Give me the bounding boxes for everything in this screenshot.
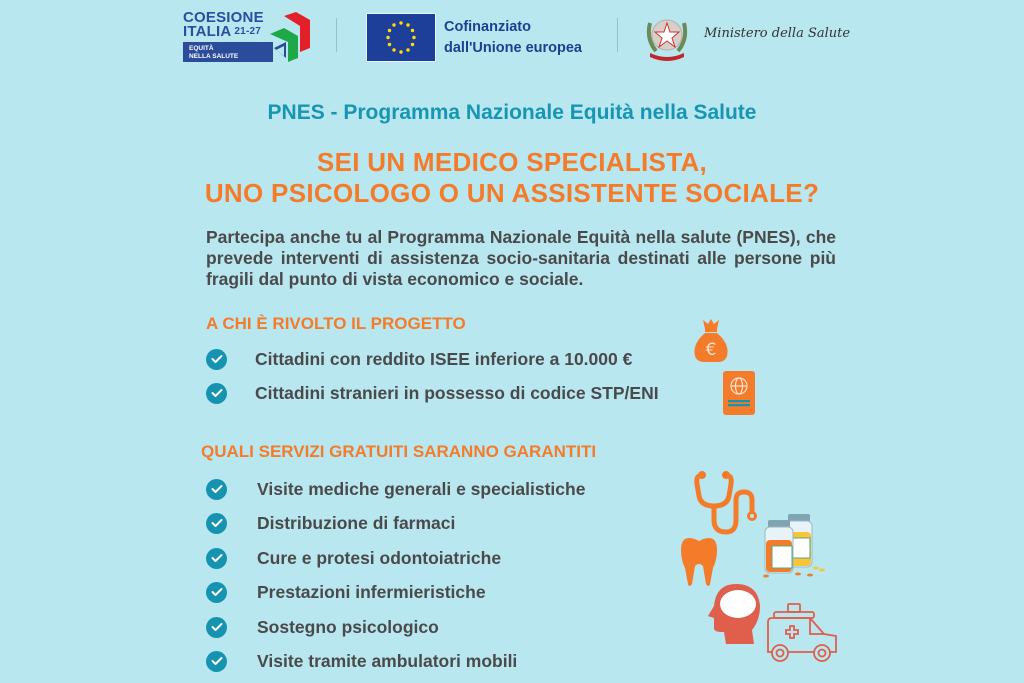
money-bag-euro-icon <box>692 318 730 364</box>
check-circle-icon <box>206 651 227 672</box>
band-line2: NELLA SALUTE <box>189 52 239 60</box>
list-item <box>206 615 439 639</box>
list-item <box>206 649 517 673</box>
headline-line2: UNO PSICOLOGO O UN ASSISTENTE SOCIALE? <box>204 178 820 208</box>
check-circle-icon <box>206 548 227 569</box>
list-item <box>206 347 632 371</box>
head-brain-icon <box>708 582 762 644</box>
check-circle-icon <box>206 582 227 603</box>
header-divider <box>617 18 618 52</box>
passport-icon <box>723 371 755 415</box>
coesione-equita-band <box>183 42 273 62</box>
check-circle-icon <box>206 349 227 370</box>
list-item <box>206 381 659 405</box>
list-item-label: Visite tramite ambulatori mobili <box>257 650 518 671</box>
coesione-arrows-icon <box>262 12 314 62</box>
header-divider <box>336 18 337 52</box>
eu-line1: Cofinanziato <box>444 19 531 35</box>
eu-line2: dall'Unione europea <box>444 40 582 56</box>
eu-flag-icon <box>366 13 436 62</box>
program-title: PNES - Programma Nazionale Equità nella Salute <box>267 101 757 124</box>
coesione-line1: COESIONE <box>183 9 264 26</box>
list-item-label: Prestazioni infermieristiche <box>257 581 486 602</box>
svg-text:€: € <box>705 340 717 360</box>
list-item-label: Cure e protesi odontoiatriche <box>257 547 502 568</box>
target-section-title: A CHI È RIVOLTO IL PROGETTO <box>206 314 466 333</box>
list-item <box>206 580 486 604</box>
list-item <box>206 511 455 535</box>
eu-cofinanced-label <box>444 17 582 59</box>
list-item-label: Cittadini stranieri in possesso di codice STP/ENI <box>255 382 659 403</box>
tooth-icon <box>679 536 719 588</box>
list-item-label: Visite mediche generali e specialistiche <box>257 478 586 499</box>
intro-paragraph: Partecipa anche tu al Programma Nazionale Equità nella salute (PNES), che prevede interventi di assistenza socio-sanitaria destinati alle persone più fragili dal punto di vista economico e sociale. <box>206 227 836 289</box>
coesione-years: 21-27 <box>234 26 261 37</box>
band-line1: EQUITÀ <box>189 45 214 52</box>
stethoscope-icon <box>694 470 760 542</box>
list-item-label: Cittadini con reddito ISEE inferiore a 10.000 € <box>255 348 633 369</box>
ambulance-icon <box>766 602 840 664</box>
check-circle-icon <box>206 383 227 404</box>
check-circle-icon <box>206 617 227 638</box>
headline <box>0 147 1024 209</box>
check-circle-icon <box>206 479 227 500</box>
medicine-bottles-icon <box>760 512 832 580</box>
ministero-salute-label: Ministero della Salute <box>704 26 851 41</box>
check-circle-icon <box>206 513 227 534</box>
list-item <box>206 546 501 570</box>
list-item-label: Distribuzione di farmaci <box>257 512 456 533</box>
headline-line1: SEI UN MEDICO SPECIALISTA, <box>316 147 708 177</box>
list-item-label: Sostegno psicologico <box>257 616 439 637</box>
coesione-line2: ITALIA <box>183 23 232 40</box>
services-section-title: QUALI SERVIZI GRATUITI SARANNO GARANTITI <box>201 442 597 461</box>
list-item <box>206 477 585 501</box>
italian-emblem-icon <box>644 11 690 61</box>
coesione-italia-logo-text <box>183 11 264 39</box>
